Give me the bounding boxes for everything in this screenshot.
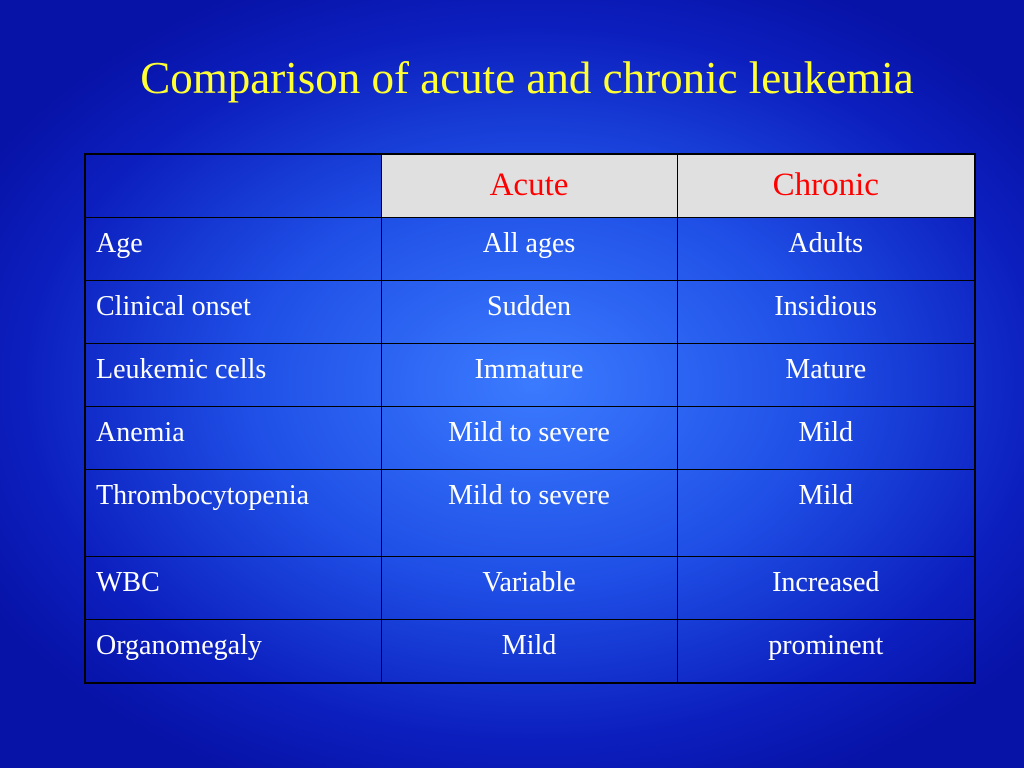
table-header-row <box>85 154 975 218</box>
row-label: Organomegaly <box>85 620 381 684</box>
chronic-value: Adults <box>677 218 975 281</box>
chronic-value: Mild <box>677 407 975 470</box>
table-row <box>85 470 975 557</box>
chronic-value: prominent <box>677 620 975 684</box>
comparison-table <box>84 153 976 684</box>
row-label: Anemia <box>85 407 381 470</box>
table-row <box>85 620 975 684</box>
header-cell-acute: Acute <box>381 154 677 218</box>
chronic-value: Increased <box>677 557 975 620</box>
chronic-value: Insidious <box>677 281 975 344</box>
chronic-value: Mature <box>677 344 975 407</box>
acute-value: Immature <box>381 344 677 407</box>
slide-title: Comparison of acute and chronic leukemia <box>140 53 914 103</box>
row-label: Leukemic cells <box>85 344 381 407</box>
header-cell-chronic: Chronic <box>677 154 975 218</box>
acute-value: Mild <box>381 620 677 684</box>
header-cell-blank <box>85 154 381 218</box>
row-label: Clinical onset <box>85 281 381 344</box>
row-label: Age <box>85 218 381 281</box>
chronic-value: Mild <box>677 470 975 557</box>
acute-value: Mild to severe <box>381 470 677 557</box>
table-row <box>85 344 975 407</box>
acute-value: Mild to severe <box>381 407 677 470</box>
acute-value: Variable <box>381 557 677 620</box>
table-row <box>85 281 975 344</box>
table-row <box>85 557 975 620</box>
table-row <box>85 218 975 281</box>
acute-value: All ages <box>381 218 677 281</box>
row-label: WBC <box>85 557 381 620</box>
row-label: Thrombocytopenia <box>85 470 381 557</box>
acute-value: Sudden <box>381 281 677 344</box>
table-row <box>85 407 975 470</box>
